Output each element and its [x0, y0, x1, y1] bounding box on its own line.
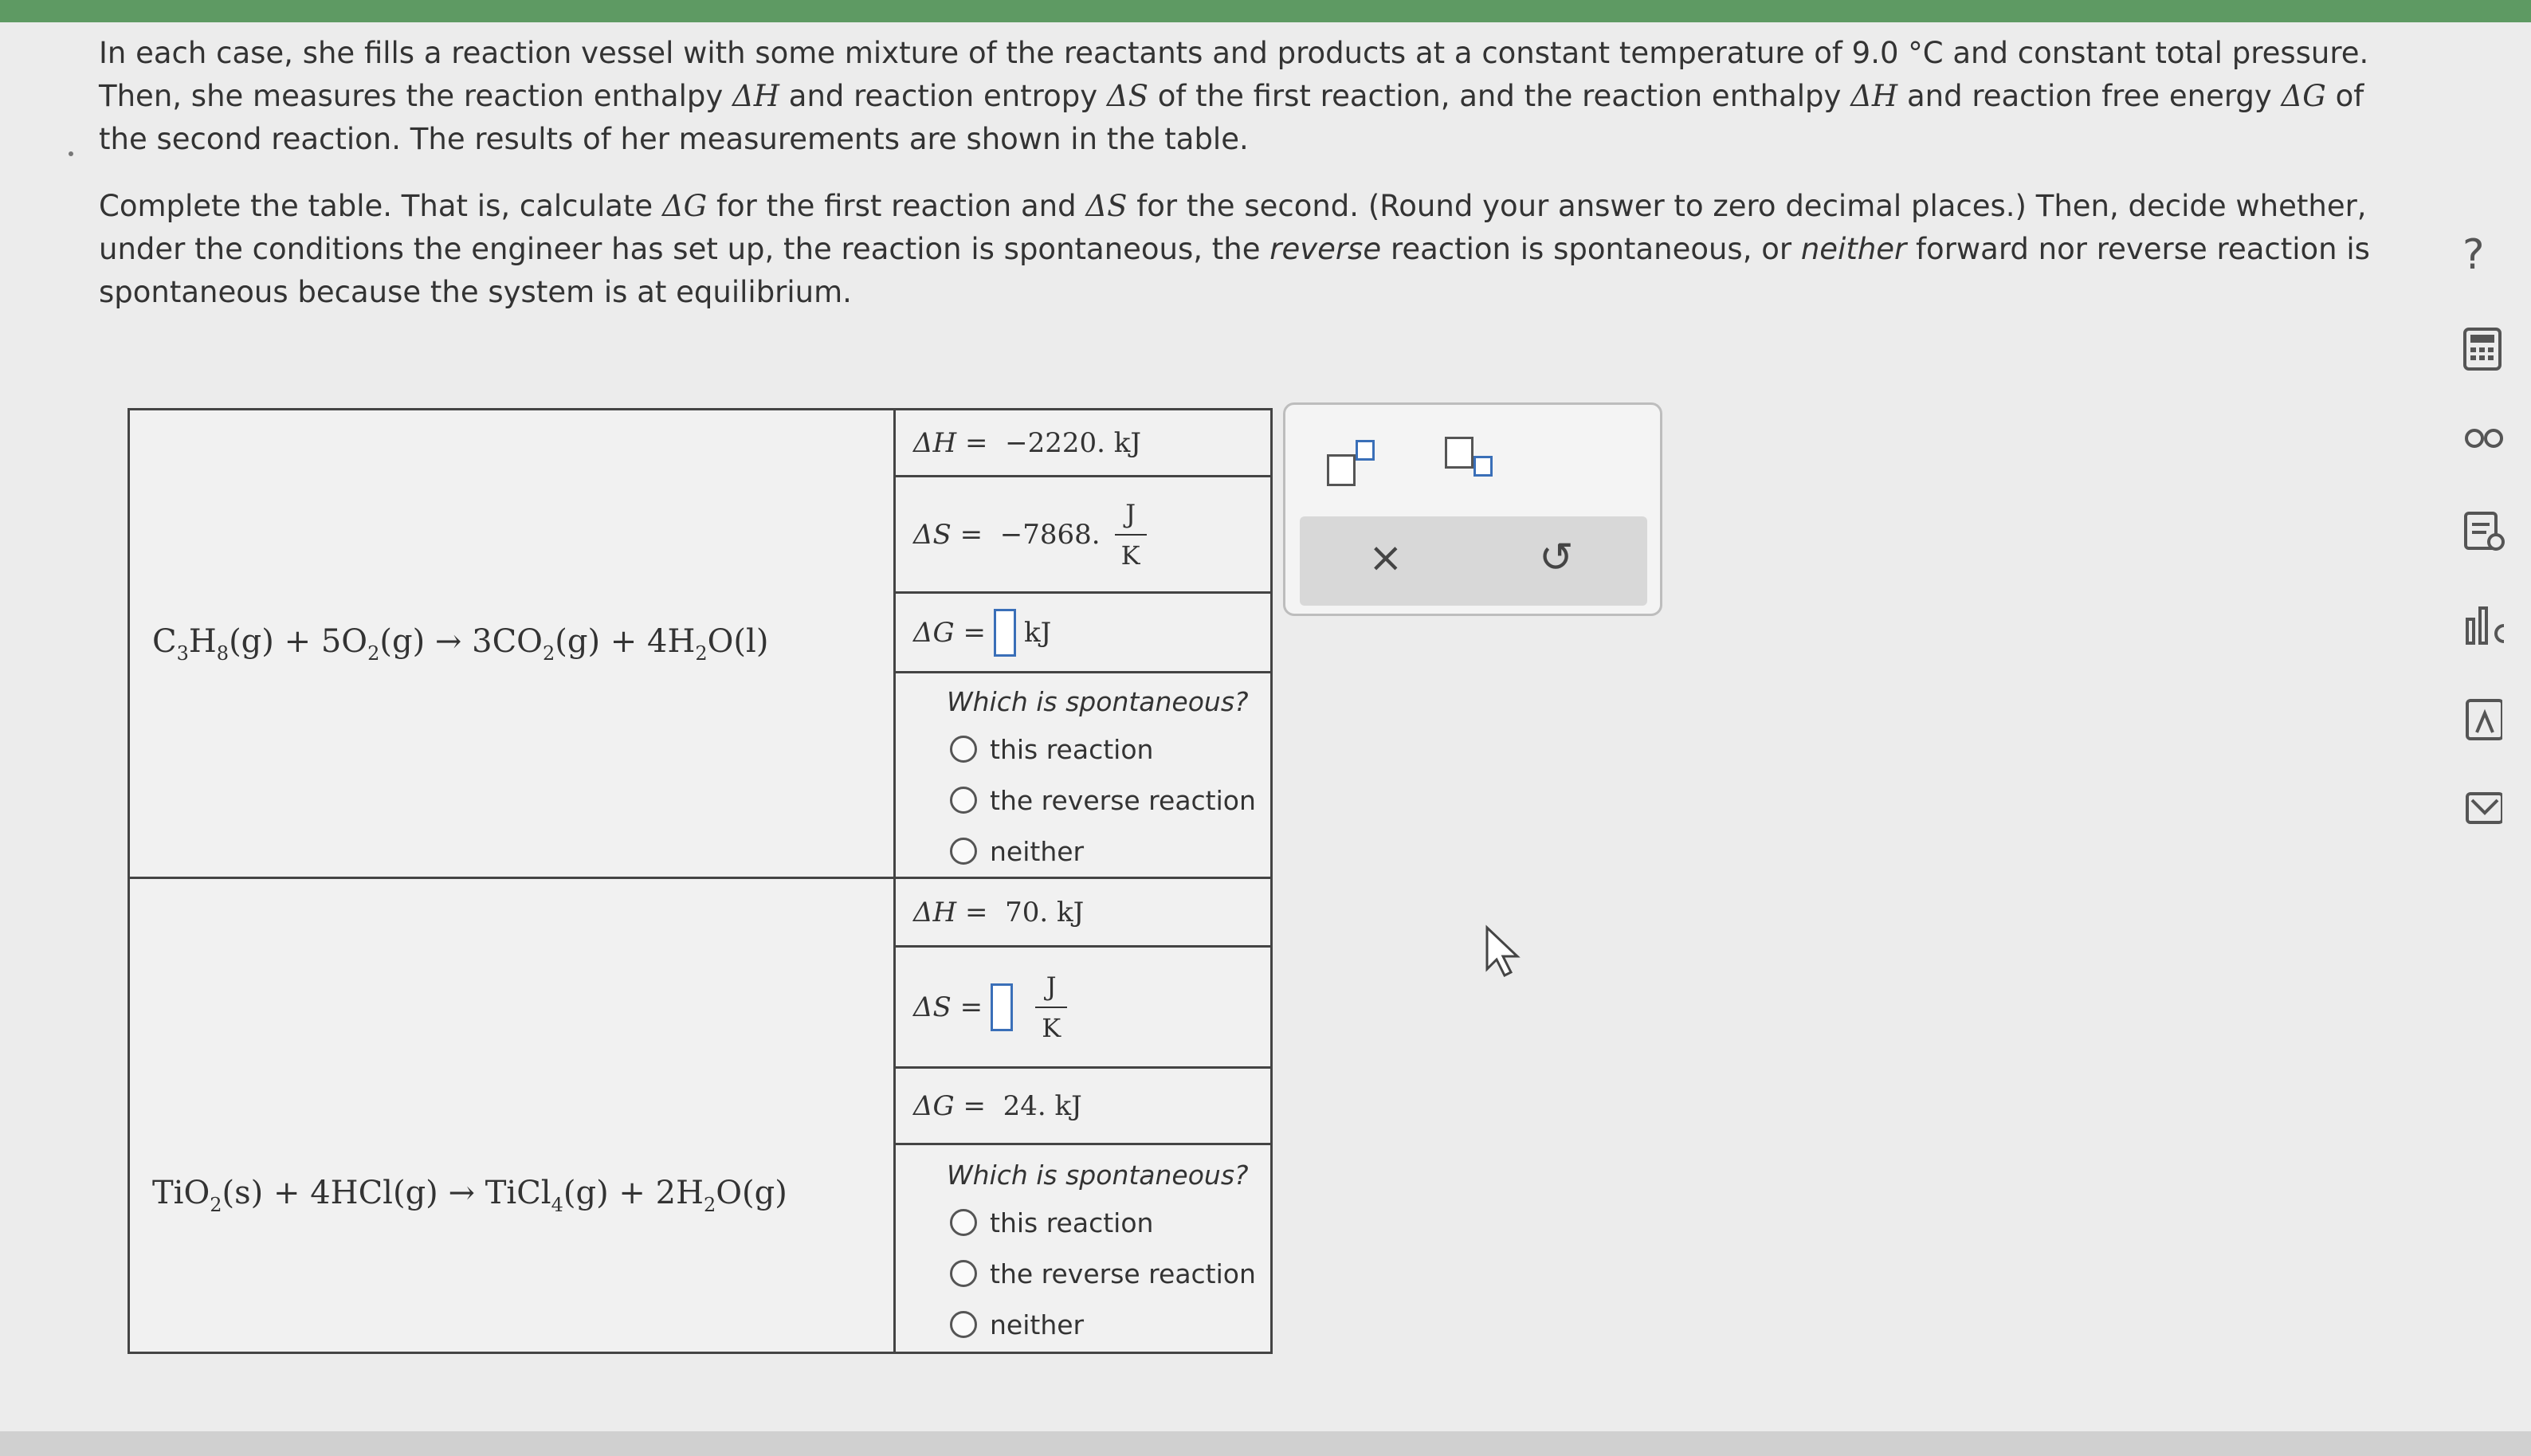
- eq-subscript: 2: [210, 1193, 222, 1216]
- option-label: neither: [990, 835, 1085, 867]
- eq-subscript: 2: [542, 642, 555, 665]
- instruction-paragraph: [99, 185, 2394, 314]
- reaction2-ds-cell: [895, 947, 1272, 1068]
- dg-value: 24. kJ: [1003, 1089, 1082, 1122]
- bar-chart-icon[interactable]: [2462, 602, 2510, 650]
- delta-s-symbol: ΔS: [1085, 189, 1128, 223]
- intro-text: of the first reaction, and the reaction enthalpy: [1148, 79, 1851, 113]
- radio-button[interactable]: [950, 1311, 977, 1338]
- dg-label: ΔG =: [913, 616, 987, 649]
- radio-button[interactable]: [950, 838, 977, 865]
- option-this-reaction[interactable]: [896, 1197, 1270, 1248]
- subscript-icon[interactable]: [1445, 437, 1501, 485]
- eq-subscript: 2: [695, 642, 708, 665]
- reaction1-dh-cell: [895, 410, 1272, 477]
- spontaneity-question: Which is spontaneous?: [947, 1160, 1249, 1191]
- radio-button[interactable]: [950, 787, 977, 814]
- eq-subscript: 4: [551, 1193, 563, 1216]
- eq-part: O(g): [716, 1174, 787, 1211]
- eq-part: (g) + 2H: [563, 1174, 704, 1211]
- reaction-table: [128, 408, 1273, 1354]
- ds-label: ΔS =: [913, 518, 983, 551]
- option-label: neither: [990, 1309, 1085, 1340]
- eq-part: (s) + 4HCl(g) → TiCl: [222, 1174, 551, 1211]
- undo-icon[interactable]: ↺: [1539, 534, 1574, 582]
- instruction-text: forward nor reverse reaction is spontaneous because the system is at equilibrium.: [99, 232, 2370, 309]
- mouse-cursor-icon: [1484, 924, 1524, 980]
- delta-h-symbol: ΔH: [1850, 79, 1898, 113]
- option-label: the reverse reaction: [990, 784, 1256, 816]
- reference-icon[interactable]: [2462, 510, 2507, 555]
- delta-g-symbol: ΔG: [661, 189, 708, 223]
- calculator-icon[interactable]: [2462, 327, 2502, 371]
- option-neither[interactable]: [896, 1299, 1270, 1350]
- unit-denominator: K: [1120, 540, 1140, 571]
- ds-label: ΔS =: [913, 991, 983, 1023]
- eq-part: C: [152, 622, 177, 660]
- ds-unit-fraction: [1115, 499, 1147, 571]
- eq-part: (g) + 5O: [229, 622, 368, 660]
- answer-toolbox: [1283, 402, 1662, 616]
- clear-icon[interactable]: ×: [1368, 534, 1403, 582]
- reaction2-row: [129, 878, 1272, 947]
- eq-part: (g) → 3CO: [379, 622, 543, 660]
- eq-part: H: [188, 622, 217, 660]
- intro-text: of the second reaction. The results of her measurements are shown in the table.: [99, 79, 2364, 156]
- superscript-icon[interactable]: [1327, 440, 1383, 488]
- instruction-text-emphasis: reverse: [1269, 232, 1382, 266]
- ds-unit-fraction: [1035, 971, 1067, 1043]
- dh-label: ΔH =: [913, 896, 988, 928]
- reaction1-row: [129, 410, 1272, 477]
- instruction-text: Complete the table. That is, calculate: [99, 189, 662, 223]
- instruction-text: for the second. (Round your answer to zero decimal places.) Then, decide whether, under the conditions the engineer has set up, the reaction is spontaneous, the: [99, 189, 2367, 266]
- spontaneity-question: Which is spontaneous?: [947, 686, 1249, 717]
- reaction2-spontaneity-cell: [895, 1144, 1272, 1353]
- instruction-text: reaction is spontaneous, or: [1381, 232, 1801, 266]
- toolbox-action-bar: [1300, 516, 1647, 606]
- option-label: the reverse reaction: [990, 1258, 1256, 1289]
- option-label: this reaction: [990, 1207, 1154, 1238]
- intro-paragraph: [99, 32, 2394, 161]
- option-reverse-reaction[interactable]: [896, 1248, 1270, 1299]
- ds-value: −7868.: [999, 518, 1101, 551]
- radio-button[interactable]: [950, 736, 977, 763]
- radio-button[interactable]: [950, 1260, 977, 1287]
- reaction1-equation: [129, 410, 895, 878]
- reaction1-ds-cell: [895, 477, 1272, 593]
- eq-part: O(l): [707, 622, 769, 660]
- intro-text: In each case, she fills a reaction vessel with some mixture of the reactants and products at a constant temperature of 9.0 °C and constant total pressure. Then, she measures the reaction enthalpy: [99, 36, 2369, 113]
- top-bar: [0, 0, 2531, 22]
- delta-g-symbol: ΔG: [2281, 79, 2326, 113]
- reaction2-dh-cell: [895, 878, 1272, 947]
- feedback-icon[interactable]: [2462, 789, 2502, 829]
- option-reverse-reaction[interactable]: [896, 775, 1270, 826]
- dg-unit: kJ: [1024, 616, 1052, 649]
- dh-label: ΔH =: [913, 426, 988, 459]
- radio-button[interactable]: [950, 1209, 977, 1236]
- intro-text: and reaction entropy: [779, 79, 1107, 113]
- dg-label: ΔG =: [913, 1089, 987, 1122]
- dh-value: 70. kJ: [1005, 896, 1085, 928]
- reaction2-equation: [129, 878, 895, 1353]
- dh-value: −2220. kJ: [1005, 426, 1141, 459]
- reaction1-dg-cell: [895, 593, 1272, 673]
- ds-input[interactable]: [991, 983, 1013, 1031]
- instruction-text: for the first reaction and: [707, 189, 1086, 223]
- bullet-dot: [69, 151, 73, 156]
- unit-numerator: J: [1046, 971, 1057, 1002]
- eq-subscript: 3: [176, 642, 189, 665]
- eq-subscript: 8: [216, 642, 230, 665]
- unit-denominator: K: [1042, 1012, 1061, 1043]
- reaction1-spontaneity-cell: [895, 673, 1272, 878]
- help-icon[interactable]: ?: [2462, 231, 2485, 279]
- instruction-text-emphasis: neither: [1800, 232, 1907, 266]
- eq-subscript: 2: [367, 642, 380, 665]
- delta-s-symbol: ΔS: [1106, 79, 1148, 113]
- delta-h-symbol: ΔH: [732, 79, 780, 113]
- eq-part: (g) + 4H: [555, 622, 696, 660]
- dg-input[interactable]: [994, 609, 1016, 657]
- reaction2-dg-cell: [895, 1068, 1272, 1144]
- eq-subscript: 2: [703, 1193, 716, 1216]
- option-this-reaction[interactable]: [896, 724, 1270, 775]
- periodic-table-icon[interactable]: [2462, 697, 2502, 742]
- unit-numerator: J: [1125, 498, 1136, 529]
- bottom-bar: [0, 1431, 2531, 1456]
- eq-part: TiO: [152, 1174, 210, 1211]
- option-neither[interactable]: [896, 826, 1270, 877]
- link-icon[interactable]: [2462, 426, 2505, 450]
- option-label: this reaction: [990, 733, 1154, 765]
- intro-text: and reaction free energy: [1897, 79, 2282, 113]
